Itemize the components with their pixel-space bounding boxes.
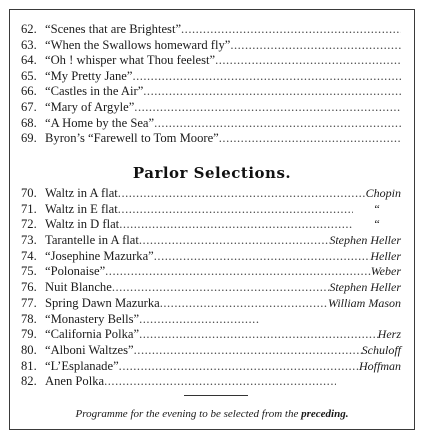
item-number: 80. [21,342,37,357]
item-number: 62. [21,22,37,36]
item-number: 73. [21,233,37,248]
dot-leader [119,217,353,233]
item-title: Waltz in E flat [45,201,118,216]
item-title: “Oh ! whisper what Thou feelest” [45,53,216,68]
item-number: 74. [21,248,37,263]
list-item [21,296,401,312]
item-title: Waltz in D flat [45,217,120,232]
item-composer: Heller [370,248,401,263]
list-item [21,116,401,132]
dot-leader [139,233,329,249]
item-title: “Castles in the Air” [45,84,144,99]
dot-leader [230,38,401,54]
item-number: 65. [21,68,37,83]
list-item [21,38,401,54]
item-title: “California Polka” [45,327,140,342]
list-item [21,264,401,280]
dot-leader [119,359,359,375]
item-number: 64. [21,53,37,68]
item-title: “Scenes that are Brightest” [45,22,182,36]
item-title: “Mary of Argyle” [45,99,135,114]
item-number: 81. [21,358,37,373]
footer-emphasis: preceding. [301,408,349,420]
item-title: “Polonaise” [45,264,106,279]
item-composer: William Mason [327,295,401,310]
list-item [21,100,401,116]
programme-page [9,9,415,430]
list-item [21,374,401,390]
item-composer: Chopin [365,186,401,200]
item-composer: Weber [370,264,401,279]
item-title: Tarantelle in A flat [45,233,139,248]
list-item [21,280,401,296]
dot-leader [139,312,259,328]
list-item [21,312,401,328]
item-number: 68. [21,115,37,130]
item-title: “My Pretty Jane” [45,68,133,83]
item-number: 63. [21,37,37,52]
item-number: 78. [21,311,37,326]
item-composer: Stephen Heller [329,233,401,248]
footer-text: Programme for the evening to be selected from the [75,408,299,420]
dot-leader [219,131,401,147]
item-title: “When the Swallows homeward fly” [45,37,231,52]
item-number: 75. [21,264,37,279]
list-item [21,249,401,265]
list-item [21,343,401,359]
list-item [21,217,401,233]
dot-leader [105,264,371,280]
dot-leader [215,53,401,69]
list-item [21,202,401,218]
list-item [21,69,401,85]
item-number: 70. [21,186,37,200]
item-title: Anen Polka [45,374,105,389]
list-item [21,186,401,202]
dot-leader [134,343,362,359]
ditto-mark: “ [374,201,380,216]
item-composer: Herz [377,327,401,342]
list-item [21,22,401,38]
dot-leader [132,69,401,85]
item-number: 69. [21,131,37,146]
item-number: 82. [21,374,37,389]
dot-leader [112,280,330,296]
item-title: Byron’s “Farewell to Tom Moore” [45,131,219,146]
divider-rule [184,395,248,396]
footer-note [10,408,414,420]
item-number: 76. [21,280,37,295]
dot-leader [143,84,401,100]
song-list [21,22,401,147]
dot-leader [104,374,336,390]
item-number: 67. [21,99,37,114]
dot-leader [181,22,401,38]
item-title: “Alboni Waltzes” [45,342,134,357]
item-title: “L’Esplanade” [45,358,119,373]
dot-leader [118,186,366,202]
item-composer: Hoffman [359,358,401,373]
list-item [21,84,401,100]
item-title: Nuit Blanche [45,280,112,295]
list-item [21,53,401,69]
item-number: 71. [21,201,37,216]
dot-leader [134,100,401,116]
item-title: “Monastery Bells” [45,311,140,326]
dot-leader [154,249,371,265]
item-number: 66. [21,84,37,99]
item-number: 77. [21,295,37,310]
item-composer: Stephen Heller [329,280,401,295]
parlor-list [21,186,401,390]
list-item [21,327,401,343]
ditto-mark: “ [374,217,380,232]
dot-leader [139,327,378,343]
dot-leader [154,116,401,132]
dot-leader [118,202,353,218]
list-item [21,359,401,375]
item-composer: Schuloff [361,342,401,357]
item-number: 72. [21,217,37,232]
item-title: “Josephine Mazurka” [45,248,154,263]
item-number: 79. [21,327,37,342]
list-item [21,233,401,249]
section-heading: Parlor Selections. [132,164,292,182]
item-title: Waltz in A flat [45,186,118,200]
dot-leader [160,296,328,312]
item-title: Spring Dawn Mazurka [45,295,160,310]
list-item [21,131,401,147]
item-title: “A Home by the Sea” [45,115,155,130]
